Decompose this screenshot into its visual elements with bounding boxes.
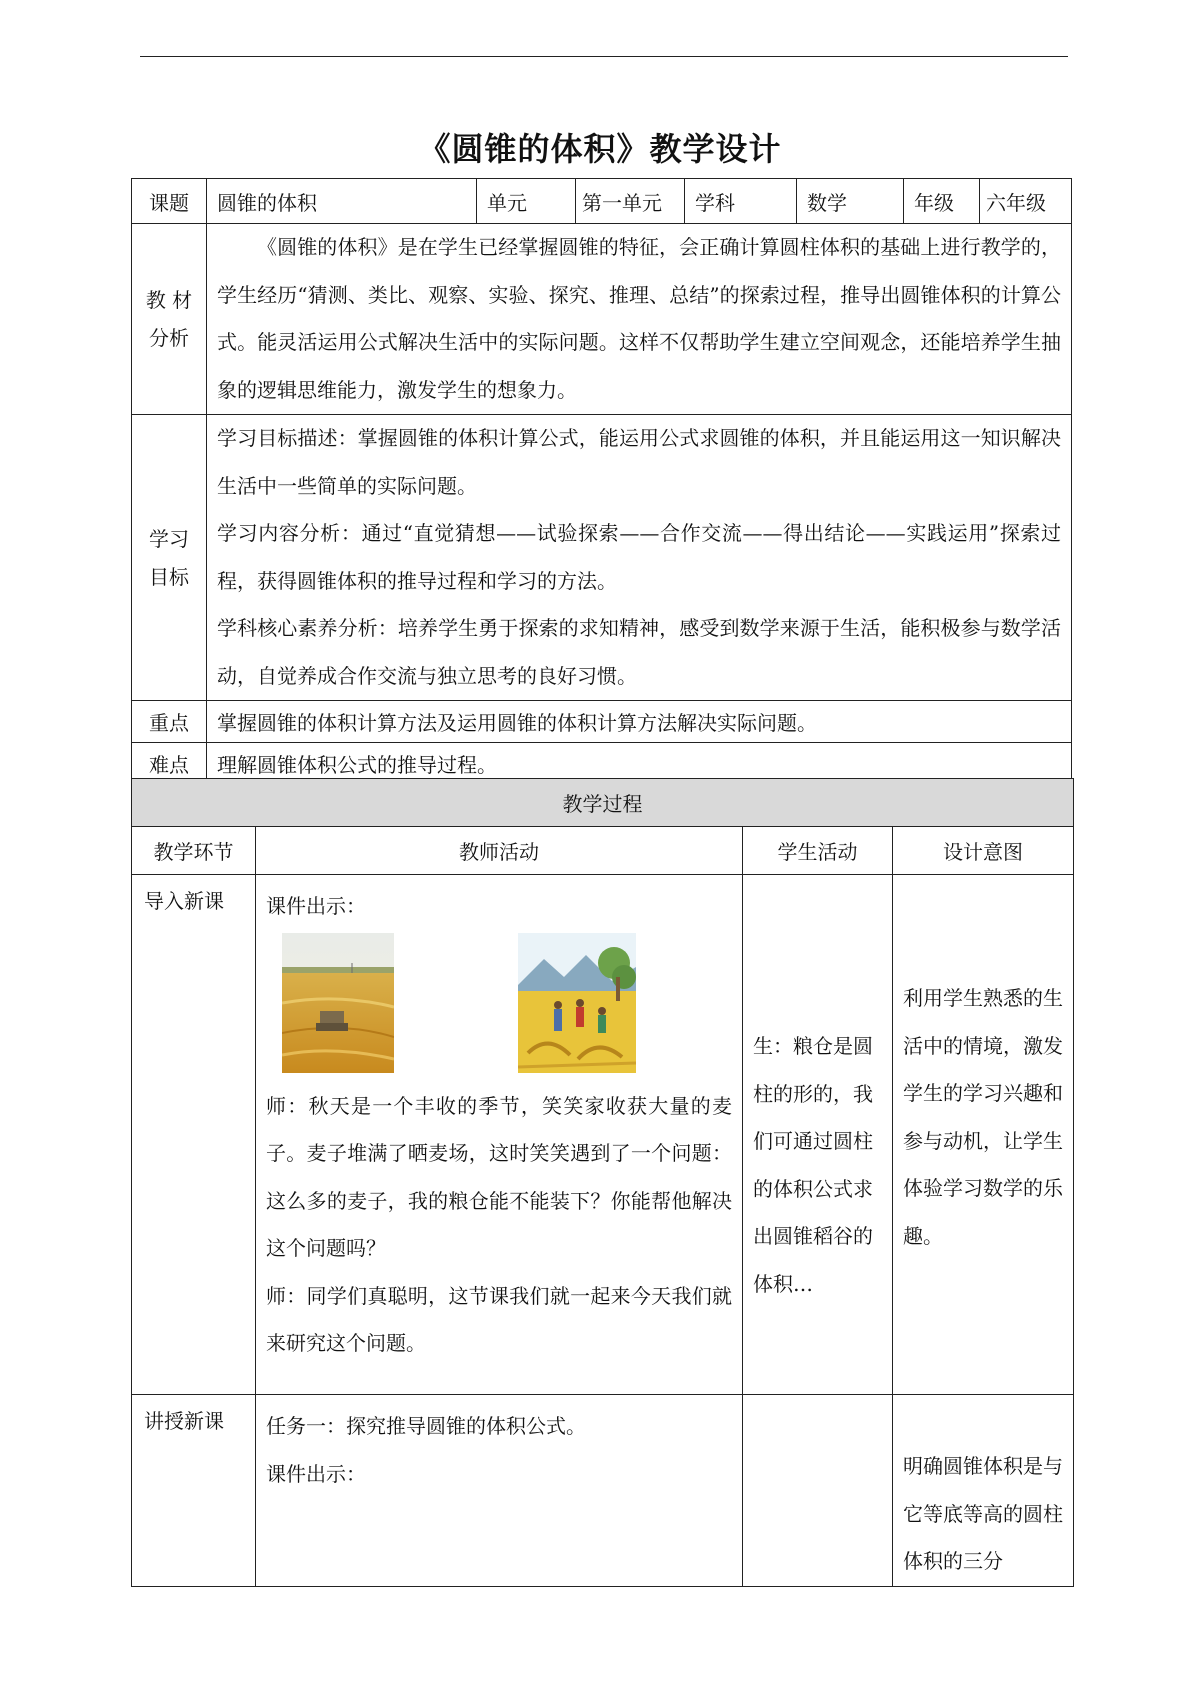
student-activity-text: 生：粮仓是圆柱的形的，我们可通过圆柱的体积公式求出圆锥稻谷的体积… xyxy=(753,1034,873,1296)
difficulty-point: 理解圆锥体积公式的推导过程。 xyxy=(207,743,1072,785)
courseware-images xyxy=(266,933,732,1083)
process-header: 教学过程 xyxy=(132,779,1074,827)
unit-label: 单元 xyxy=(477,179,576,224)
grade-value: 六年级 xyxy=(980,179,1072,224)
design-intent-text: 明确圆锥体积是与它等底等高的圆柱体积的三分 xyxy=(903,1454,1063,1573)
key-point: 掌握圆锥的体积计算方法及运用圆锥的体积计算方法解决实际问题。 xyxy=(207,701,1072,743)
goal-core-literacy: 学科核心素养分析：培养学生勇于探索的求知精神，感受到数学来源于生活，能积极参与数学活动，自觉养成合作交流与独立思考的良好习惯。 xyxy=(217,616,1061,688)
student-activity-cell xyxy=(743,1395,893,1587)
key-label: 重点 xyxy=(132,701,207,743)
learning-goals xyxy=(207,415,1072,701)
design-intent-cell xyxy=(893,875,1074,1395)
stage-cell: 讲授新课 xyxy=(132,1395,256,1587)
lesson-info-table xyxy=(131,178,1072,785)
stage-cell: 导入新课 xyxy=(132,875,256,1395)
subject-value: 数学 xyxy=(797,179,904,224)
teacher-intro: 课件出示： xyxy=(266,894,366,918)
header-rule xyxy=(140,56,1068,57)
material-analysis xyxy=(207,224,1072,415)
difficulty-label: 难点 xyxy=(132,743,207,785)
col-teacher: 教师活动 xyxy=(256,827,743,875)
goal-content-analysis: 学习内容分析：通过“直觉猜想——试验探索——合作交流——得出结论——实践运用”探索过程，获得圆锥体积的推导过程和学习的方法。 xyxy=(217,521,1061,593)
subject-label: 学科 xyxy=(685,179,797,224)
teacher-courseware: 课件出示： xyxy=(266,1461,366,1486)
teacher-activity-cell xyxy=(256,875,743,1395)
teaching-process-table xyxy=(131,778,1074,1587)
page-title: 《圆锥的体积》教学设计 xyxy=(418,130,782,168)
table-row xyxy=(132,1395,1074,1587)
student-activity-cell xyxy=(743,875,893,1395)
teacher-task: 任务一：探究推导圆锥的体积公式。 xyxy=(266,1414,586,1438)
table-row xyxy=(132,875,1074,1395)
harvest-scene-image xyxy=(518,933,636,1073)
topic-value: 圆锥的体积 xyxy=(207,179,477,224)
teacher-dialogue-1: 师：秋天是一个丰收的季节，笑笑家收获大量的麦子。麦子堆满了晒麦场，这时笑笑遇到了一个问题：这么多的麦子，我的粮仓能不能装下？你能帮他解决这个问题吗？ xyxy=(266,1093,732,1260)
col-student: 学生活动 xyxy=(743,827,893,875)
unit-value: 第一单元 xyxy=(576,179,685,224)
design-intent-cell xyxy=(893,1395,1074,1587)
goal-label xyxy=(132,415,207,701)
teacher-activity-cell xyxy=(256,1395,743,1587)
material-label xyxy=(132,224,207,415)
wheat-field-image xyxy=(282,933,394,1073)
grade-label: 年级 xyxy=(904,179,980,224)
teacher-dialogue-2: 师：同学们真聪明，这节课我们就一起来今天我们就来研究这个问题。 xyxy=(266,1283,732,1355)
material-label-text: 教 材 分析 xyxy=(145,288,193,350)
goal-label-text: 学习 目标 xyxy=(149,526,189,589)
col-intent: 设计意图 xyxy=(893,827,1074,875)
material-text: 《圆锥的体积》是在学生已经掌握圆锥的特征，会正确计算圆柱体积的基础上进行教学的，学生经历“猜测、类比、观察、实验、探究、推理、总结”的探索过程，推导出圆锥体积的计算公式。能灵活运用公式解决生活中的实际问题。这样不仅帮助学生建立空间观念，还能培养学生抽象的逻辑思维能力，激发学生的想象力。 xyxy=(217,235,1061,402)
goal-description: 学习目标描述：掌握圆锥的体积计算公式，能运用公式求圆锥的体积，并且能运用这一知识解决生活中一些简单的实际问题。 xyxy=(217,426,1061,498)
design-intent-text: 利用学生熟悉的生活中的情境，激发学生的学习兴趣和参与动机，让学生体验学习数学的乐趣。 xyxy=(903,986,1063,1248)
col-stage: 教学环节 xyxy=(132,827,256,875)
topic-label: 课题 xyxy=(132,179,207,224)
